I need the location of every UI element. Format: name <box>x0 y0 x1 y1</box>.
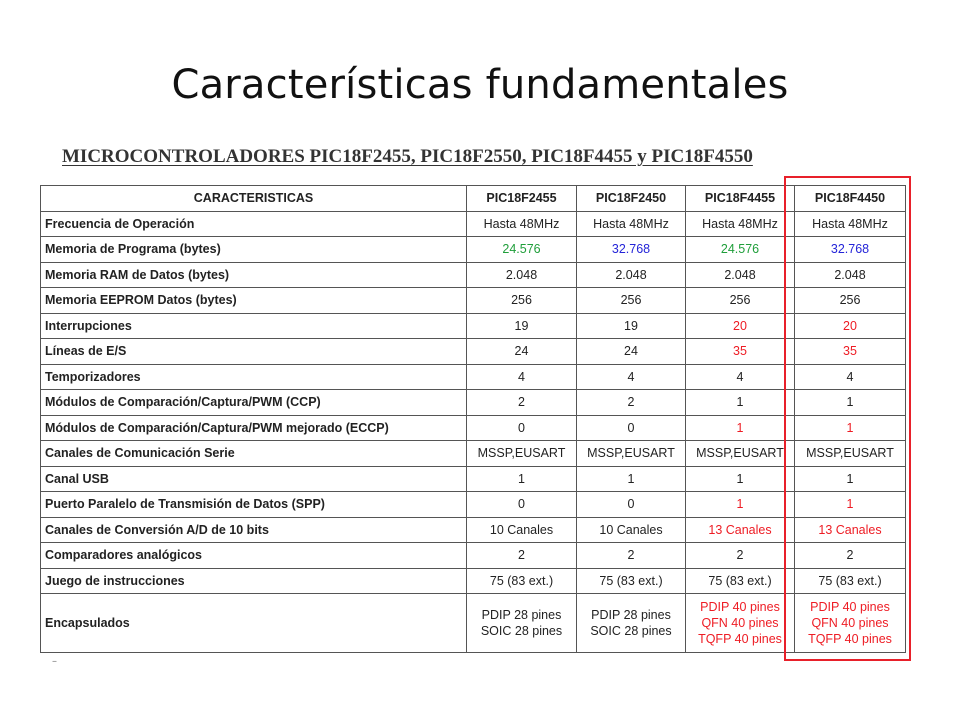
table-cell: 256 <box>795 288 906 314</box>
table-cell: 10 Canales <box>577 517 686 543</box>
table-cell: 75 (83 ext.) <box>795 568 906 594</box>
package-line: PDIP 40 pines <box>700 600 780 614</box>
slide-title: Características fundamentales <box>171 62 789 108</box>
table-cell: 75 (83 ext.) <box>686 568 795 594</box>
table-cell: 75 (83 ext.) <box>577 568 686 594</box>
row-label: Puerto Paralelo de Transmisión de Datos (SPP) <box>41 492 467 518</box>
table-cell: 256 <box>467 288 577 314</box>
table-cell: Hasta 48MHz <box>577 211 686 237</box>
table-cell: 256 <box>577 288 686 314</box>
row-label: Memoria de Programa (bytes) <box>41 237 467 263</box>
table-cell: 2 <box>795 543 906 569</box>
table-cell: 2.048 <box>577 262 686 288</box>
table-cell: 32.768 <box>577 237 686 263</box>
column-header: PIC18F2455 <box>467 186 577 212</box>
row-label: Líneas de E/S <box>41 339 467 365</box>
row-label: Canal USB <box>41 466 467 492</box>
table-cell: 13 Canales <box>686 517 795 543</box>
table-row <box>41 313 906 339</box>
package-line: SOIC 28 pines <box>590 624 672 638</box>
table-cell: 256 <box>686 288 795 314</box>
table-cell: 4 <box>686 364 795 390</box>
row-label: Juego de instrucciones <box>41 568 467 594</box>
table-cell: 1 <box>686 466 795 492</box>
table-cell: 4 <box>577 364 686 390</box>
table-cell: 0 <box>467 492 577 518</box>
column-header: PIC18F4455 <box>686 186 795 212</box>
row-label: Frecuencia de Operación <box>41 211 467 237</box>
table-cell: 0 <box>577 492 686 518</box>
table-row <box>41 594 906 653</box>
table-row <box>41 568 906 594</box>
row-label: Canales de Conversión A/D de 10 bits <box>41 517 467 543</box>
table-cell: 19 <box>467 313 577 339</box>
table-cell: 24 <box>577 339 686 365</box>
table-cell: 1 <box>795 492 906 518</box>
row-label: Memoria EEPROM Datos (bytes) <box>41 288 467 314</box>
table-row <box>41 492 906 518</box>
table-cell: 1 <box>795 390 906 416</box>
table-cell <box>686 594 795 653</box>
table-body <box>41 211 906 653</box>
table-cell: 35 <box>686 339 795 365</box>
table-cell: 1 <box>686 415 795 441</box>
package-line: PDIP 40 pines <box>810 600 890 614</box>
table-cell: 35 <box>795 339 906 365</box>
table-cell: 2 <box>467 390 577 416</box>
table-row <box>41 262 906 288</box>
table-cell: 1 <box>686 390 795 416</box>
table-row <box>41 364 906 390</box>
row-label: Memoria RAM de Datos (bytes) <box>41 262 467 288</box>
table-row <box>41 441 906 467</box>
table-cell: 24.576 <box>467 237 577 263</box>
table-row <box>41 415 906 441</box>
table-heading: MICROCONTROLADORES PIC18F2455, PIC18F2550, PIC18F4455 y PIC18F4550 <box>62 146 753 167</box>
table-cell: MSSP,EUSART <box>686 441 795 467</box>
table-cell: 1 <box>795 415 906 441</box>
table-cell: Hasta 48MHz <box>686 211 795 237</box>
row-label: Comparadores analógicos <box>41 543 467 569</box>
row-label: Encapsulados <box>41 594 467 653</box>
package-line: QFN 40 pines <box>811 616 889 630</box>
table-cell: 2 <box>577 543 686 569</box>
table-cell: 20 <box>795 313 906 339</box>
table-row <box>41 543 906 569</box>
table-cell: 19 <box>577 313 686 339</box>
row-label: Módulos de Comparación/Captura/PWM mejorado (ECCP) <box>41 415 467 441</box>
row-label: Canales de Comunicación Serie <box>41 441 467 467</box>
row-label: Interrupciones <box>41 313 467 339</box>
table-cell: 2 <box>577 390 686 416</box>
table-header-row <box>41 186 906 212</box>
table-row <box>41 339 906 365</box>
table-cell: 1 <box>467 466 577 492</box>
table-cell: 2.048 <box>686 262 795 288</box>
table-cell: 4 <box>467 364 577 390</box>
package-line: PDIP 28 pines <box>481 608 562 622</box>
row-label: Módulos de Comparación/Captura/PWM (CCP) <box>41 390 467 416</box>
row-label: Temporizadores <box>41 364 467 390</box>
table-cell: 20 <box>686 313 795 339</box>
spec-table <box>40 185 906 653</box>
table-cell: Hasta 48MHz <box>795 211 906 237</box>
table-row <box>41 390 906 416</box>
table-cell: 75 (83 ext.) <box>467 568 577 594</box>
table-cell: 24.576 <box>686 237 795 263</box>
table-cell: 13 Canales <box>795 517 906 543</box>
table-cell: 0 <box>577 415 686 441</box>
table-row <box>41 237 906 263</box>
package-line: TQFP 40 pines <box>808 632 892 646</box>
table-cell: 10 Canales <box>467 517 577 543</box>
table-cell: 4 <box>795 364 906 390</box>
table-cell: 2 <box>686 543 795 569</box>
table-cell: 32.768 <box>795 237 906 263</box>
table-cell: 2.048 <box>795 262 906 288</box>
table-row <box>41 211 906 237</box>
footer-mark: – <box>52 656 57 667</box>
table-cell <box>467 594 577 653</box>
table-cell: MSSP,EUSART <box>795 441 906 467</box>
table-row <box>41 466 906 492</box>
table-cell: 2 <box>467 543 577 569</box>
table-cell: MSSP,EUSART <box>467 441 577 467</box>
table-cell: Hasta 48MHz <box>467 211 577 237</box>
table-cell: 1 <box>686 492 795 518</box>
column-header: PIC18F4450 <box>795 186 906 212</box>
column-header: CARACTERISTICAS <box>41 186 467 212</box>
table-cell <box>577 594 686 653</box>
table-cell <box>795 594 906 653</box>
table-cell: 1 <box>795 466 906 492</box>
package-line: SOIC 28 pines <box>480 624 563 638</box>
table-cell: 0 <box>467 415 577 441</box>
package-line: TQFP 40 pines <box>698 632 782 646</box>
table-row <box>41 517 906 543</box>
package-line: QFN 40 pines <box>701 616 779 630</box>
package-line: PDIP 28 pines <box>591 608 671 622</box>
column-header: PIC18F2450 <box>577 186 686 212</box>
table-cell: MSSP,EUSART <box>577 441 686 467</box>
table-cell: 24 <box>467 339 577 365</box>
table-cell: 1 <box>577 466 686 492</box>
table-cell: 2.048 <box>467 262 577 288</box>
table-row <box>41 288 906 314</box>
